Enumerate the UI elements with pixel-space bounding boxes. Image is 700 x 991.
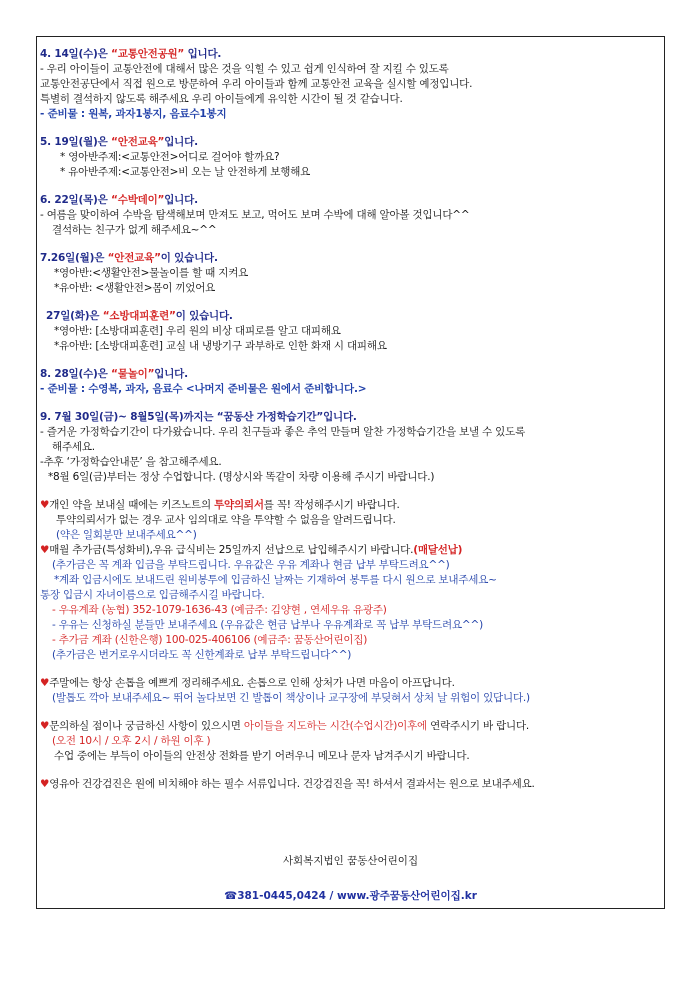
heading-text: 6. 22일(목)은 (40, 194, 112, 206)
heart-icon: ♥ (40, 778, 50, 790)
heart-icon: ♥ (40, 677, 50, 689)
body-line: *계좌 입금시에도 보내드린 원비봉투에 입금하신 날짜는 기재하여 봉투를 다시 원으로 보내주세요~ (54, 574, 497, 586)
heading-highlight: “소방대피훈련” (102, 310, 176, 322)
body-line: * 영아반주제:<교통안전>어디로 걸어야 할까요? (60, 151, 280, 163)
phone-icon: ☎ (224, 890, 238, 902)
body-line: *유아반: [소방대피훈련] 교실 내 냉방기구 과부하로 인한 화재 시 대피해요 (54, 340, 387, 352)
heart-icon: ♥ (40, 544, 50, 556)
body-line: (추가금은 꼭 계좌 입금을 부탁드립니다. 우유값은 우유 계좌나 현금 납부 부탁드려요^^) (52, 559, 450, 571)
section-home-learning (40, 410, 660, 485)
body-line: (약은 일회분만 보내주세요^^) (56, 529, 197, 541)
section-watermelon-day (40, 193, 660, 238)
notice-text: 문의하실 점이나 궁금하신 사항이 있으시면 (49, 720, 244, 732)
org-name: 사회복지법인 꿈동산어린이집 (282, 855, 419, 867)
section-heading (40, 135, 660, 150)
body-line: 결석하는 친구가 없게 해주세요~^^ (52, 224, 217, 236)
section-safety-education-19 (40, 135, 660, 180)
body-line: 특별히 결석하지 않도록 해주세요 우리 아이들에게 유익한 시간이 될 것 같습니다. (40, 93, 403, 105)
body-line: 교통안전공단에서 직접 원으로 방문하여 우리 아이들과 함께 교통안전 교육을 실시할 예정입니다. (40, 78, 473, 90)
notice-text: 영유아 건강검진은 원에 비치해야 하는 필수 서류입니다. 건강검진을 꼭! 하셔서 결과서는 원으로 보내주세요. (49, 778, 535, 790)
notice-line (40, 719, 660, 734)
body-line: * 유아반주제:<교통안전>비 오는 날 안전하게 보행해요 (60, 166, 311, 178)
contact-text: 381-0445,0424 / www.광주꿈동산어린이집.kr (237, 890, 477, 902)
notice-highlight: 투약의뢰서 (214, 499, 264, 511)
body-line: - 우리 아이들이 교통안전에 대해서 많은 것을 익힐 수 있고 쉽게 인식하여 잘 지킬 수 있도록 (40, 63, 449, 75)
heart-icon: ♥ (40, 720, 50, 732)
section-water-play (40, 367, 660, 397)
milk-account-line: - 우유계좌 (농협) 352-1079-1636-43 (예금주: 김양현 , 연세우유 유광주) (52, 604, 387, 616)
body-line: - 여름을 맞이하여 수박을 탐색해보며 만져도 보고, 먹어도 보며 수박에 대해 알아볼 것입니다^^ (40, 209, 470, 221)
contact-line (36, 888, 665, 903)
heading-highlight: “수박데이” (111, 194, 165, 206)
body-line: 투약의뢰서가 없는 경우 교사 임의대로 약을 투약할 수 없음을 알려드립니다. (56, 514, 396, 526)
heading-text: 8. 28일(수)은 (40, 368, 112, 380)
heading-text-end: 입니다. (154, 368, 188, 380)
heading-text-end: 이 있습니다. (175, 310, 233, 322)
section-heading (40, 251, 660, 266)
section-heading (40, 367, 660, 382)
heading-highlight: “안전교육” (107, 252, 161, 264)
body-line: (발톱도 깍아 보내주세요~ 뛰어 놀다보면 긴 발톱이 책상이나 교구장에 부딪혀서 상처 날 위험이 있답니다.) (52, 692, 530, 704)
notice-text-end: 연락주시기 바 랍니다. (427, 720, 530, 732)
body-line: *유아반: <생활안전>몸이 끼었어요 (54, 282, 216, 294)
heading-text: 4. 14일(수)은 (40, 48, 112, 60)
section-medication (40, 498, 660, 543)
notice-text: 주말에는 항상 손톱을 예쁘게 정리해주세요. 손톱으로 인해 상처가 나면 마음이 아프답니다. (49, 677, 455, 689)
section-heading (40, 309, 660, 324)
body-line: *영아반: [소방대피훈련] 우리 원의 비상 대피로를 알고 대피해요 (54, 325, 341, 337)
section-fire-drill (40, 309, 660, 354)
section-safety-education-26 (40, 251, 660, 296)
notice-content (40, 47, 660, 792)
body-line: 수업 중에는 부득이 아이들의 안전상 전화를 받기 어려우니 메모나 문자 남겨주시기 바랍니다. (54, 750, 470, 762)
heading-text-end: 입니다. (184, 48, 222, 60)
body-line: 해주세요. (52, 441, 95, 453)
body-line: (추가금은 번거로우시더라도 꼭 신한계좌로 납부 부탁드립니다^^) (52, 649, 352, 661)
heading-highlight: “교통안전공원” (111, 48, 185, 60)
heading-text-end: 입니다. (164, 136, 198, 148)
body-line: *영아반:<생활안전>물놀이를 할 때 지켜요 (54, 267, 249, 279)
fee-account-line: - 추가금 계좌 (신한은행) 100-025-406106 (예금주: 꿈동산어린이집) (52, 634, 368, 646)
heading-highlight: “물놀이” (111, 368, 155, 380)
supplies-line: - 준비물 : 원복, 과자1봉지, 음료수1봉지 (40, 108, 227, 120)
body-line: 통장 입금시 자녀이름으로 입금해주시길 바랍니다. (40, 589, 265, 601)
notice-line (40, 543, 660, 558)
notice-text: 개인 약을 보내실 때에는 키즈노트의 (49, 499, 215, 511)
heading-highlight: “안전교육” (111, 136, 165, 148)
notice-line (40, 676, 660, 691)
body-line: *8월 6일(금)부터는 정상 수업합니다. (명상시와 똑같이 차량 이용해 주시기 바랍니다.) (48, 471, 435, 483)
section-inquiry (40, 719, 660, 764)
body-line: - 즐거운 가정학습기간이 다가왔습니다. 우리 친구들과 좋은 추억 만들며 알찬 가정학습기간을 보낼 수 있도록 (40, 426, 526, 438)
heading-text: 27일(화)은 (46, 310, 103, 322)
heading-text: 7.26일(월)은 (40, 252, 108, 264)
notice-text: 매월 추가금(특성화비),우유 급식비는 25일까지 선납으로 납입해주시기 바랍니다. (49, 544, 414, 556)
body-line: - 우유는 신청하실 분들만 보내주세요 (우유값은 현금 납부나 우유계좌로 꼭 납부 부탁드려요^^) (52, 619, 483, 631)
section-health-check (40, 777, 660, 792)
section-heading (40, 47, 660, 62)
heading-text-end: 이 있습니다. (160, 252, 218, 264)
notice-highlight: 아이들을 지도하는 시간(수업시간)이후에 (243, 720, 427, 732)
heading-text: 5. 19일(월)은 (40, 136, 112, 148)
notice-highlight: (매달선납) (413, 544, 463, 556)
notice-line (40, 498, 660, 513)
hours-line: (오전 10시 / 오후 2시 / 하원 이후 ) (52, 735, 211, 747)
notice-text-end: 를 꼭! 작성해주시기 바랍니다. (263, 499, 400, 511)
section-traffic-park (40, 47, 660, 122)
section-heading: 9. 7월 30일(금)~ 8월5일(목)까지는 “꿈동산 가정학습기간”입니다. (40, 411, 357, 423)
heading-text-end: 입니다. (164, 194, 198, 206)
section-nails (40, 676, 660, 706)
heart-icon: ♥ (40, 499, 50, 511)
supplies-line: - 준비물 : 수영복, 과자, 음료수 <나머지 준비물은 원에서 준비합니다.> (40, 383, 367, 395)
section-fees (40, 543, 660, 663)
body-line: -추후 ‘가정학습안내문’ 을 참고해주세요. (40, 456, 222, 468)
notice-line (40, 777, 660, 792)
section-heading (40, 193, 660, 208)
